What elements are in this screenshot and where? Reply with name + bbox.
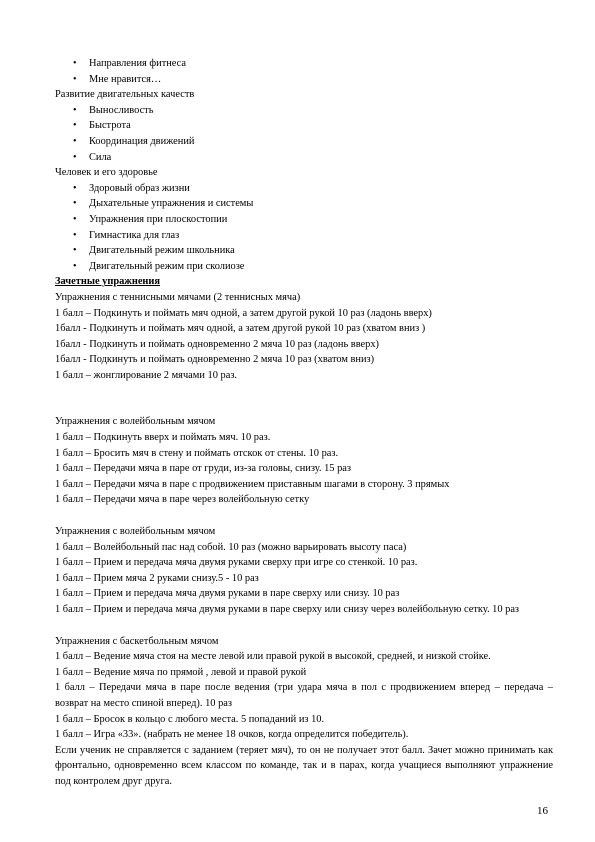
list-item: • Двигательный режим при сколиозе (55, 259, 553, 275)
volley2-line: 1 балл – Прием и передача мяча двумя руками в паре сверху или снизу. 10 раз (55, 588, 400, 600)
tennis-line: 1 балл – жонглирование 2 мячами 10 раз. (55, 369, 238, 381)
basket-line: 1 балл – Бросок в кольцо с любого места. 5 попаданий из 10. (55, 713, 325, 725)
tennis-line: 1балл - Подкинуть и поймать одновременно 2 мяча 10 раз (ладонь вверх) (55, 338, 380, 350)
list-item: • Быстрота (55, 118, 553, 134)
basket-note-paragraph: Если ученик не справляется с заданием (теряет мяч), то он не получает этот балл. Зачет можно принимать как фронтально, одновременно всем классом по команде, так и в парах, когда учащиеся выполняют упражнение под контролем друг друга. (55, 744, 553, 787)
volley2-line: 1 балл – Прием мяча 2 руками снизу.5 - 10 раз (55, 572, 259, 584)
tennis-line: 1 балл – Подкинуть и поймать мяч одной, а затем другой рукой 10 раз (ладонь вверх) (55, 307, 432, 319)
list-item: • Гимнастика для глаз (55, 228, 553, 244)
page-number: 16 (537, 805, 548, 817)
volley1-line: 1 балл – Бросить мяч в стену и поймать отскок от стены. 10 раз. (55, 447, 339, 459)
basket-title: Упражнения с баскетбольным мячом (55, 635, 219, 647)
volley2-title: Упражнения с волейбольным мячом (55, 526, 216, 538)
volley2-paragraph: 1 балл – Прием и передача мяча двумя руками в паре сверху или снизу через волейбольную сетку. 10 раз (55, 604, 520, 615)
volley1-line: 1 балл – Подкинуть вверх и поймать мяч. 10 раз. (55, 432, 271, 444)
section-heading-health: Человек и его здоровье (55, 167, 158, 179)
volley2-line: 1 балл – Волейбольный пас над собой. 10 раз (можно варьировать высоту паса) (55, 541, 407, 553)
basket-line: 1 балл – Ведение мяча по прямой , левой и правой рукой (55, 666, 307, 678)
volley2-line: 1 балл – Прием и передача мяча двумя руками сверху при игре со стенкой. 10 раз. (55, 557, 418, 569)
tennis-line: 1балл - Подкинуть и поймать одновременно 2 мяча 10 раз (хватом вниз) (55, 354, 375, 366)
list-item: • Здоровый образ жизни (55, 181, 553, 197)
list-item: • Координация движений (55, 134, 553, 150)
volley1-line: 1 балл – Передачи мяча в паре от груди, из-за головы, снизу. 15 раз (55, 463, 351, 475)
list-item: • Выносливость (55, 103, 553, 119)
volley1-title: Упражнения с волейбольным мячом (55, 416, 216, 428)
basket-paragraph: 1 балл – Передачи мяча в паре после ведения (три удара мяча в пол с продвижением вперед – передача – возврат на место спиной вперед). 10 раз (55, 682, 553, 709)
list-item: • Направления фитнеса (55, 56, 553, 72)
zachet-heading: Зачетные упражнения (55, 276, 161, 288)
list-item: • Дыхательные упражнения и системы (55, 196, 553, 212)
volley1-line: 1 балл – Передачи мяча в паре с продвижением приставным шагами в сторону. 3 прямых (55, 478, 450, 490)
basket-line: 1 балл – Игра «33». (набрать не менее 18 очков, когда определится победитель). (55, 729, 409, 741)
list-item: • Мне нравится… (55, 72, 553, 88)
tennis-line: 1балл - Подкинуть и поймать мяч одной, а затем другой рукой 10 раз (хватом вниз ) (55, 323, 426, 335)
page-content (55, 56, 553, 790)
section-heading-motor: Развитие двигательных качеств (55, 89, 195, 101)
basket-paragraph: 1 балл – Ведение мяча стоя на месте левой или правой рукой в высокой, средней, и низкой стойке. (55, 651, 491, 663)
list-item: • Упражнения при плоскостопии (55, 212, 553, 228)
volley1-line: 1 балл – Передачи мяча в паре через волейбольную сетку (55, 494, 310, 506)
list-item: • Сила (55, 150, 553, 166)
tennis-title: Упражнения с теннисными мячами (2 теннисных мяча) (55, 291, 301, 303)
list-item: • Двигательный режим школьника (55, 243, 553, 259)
